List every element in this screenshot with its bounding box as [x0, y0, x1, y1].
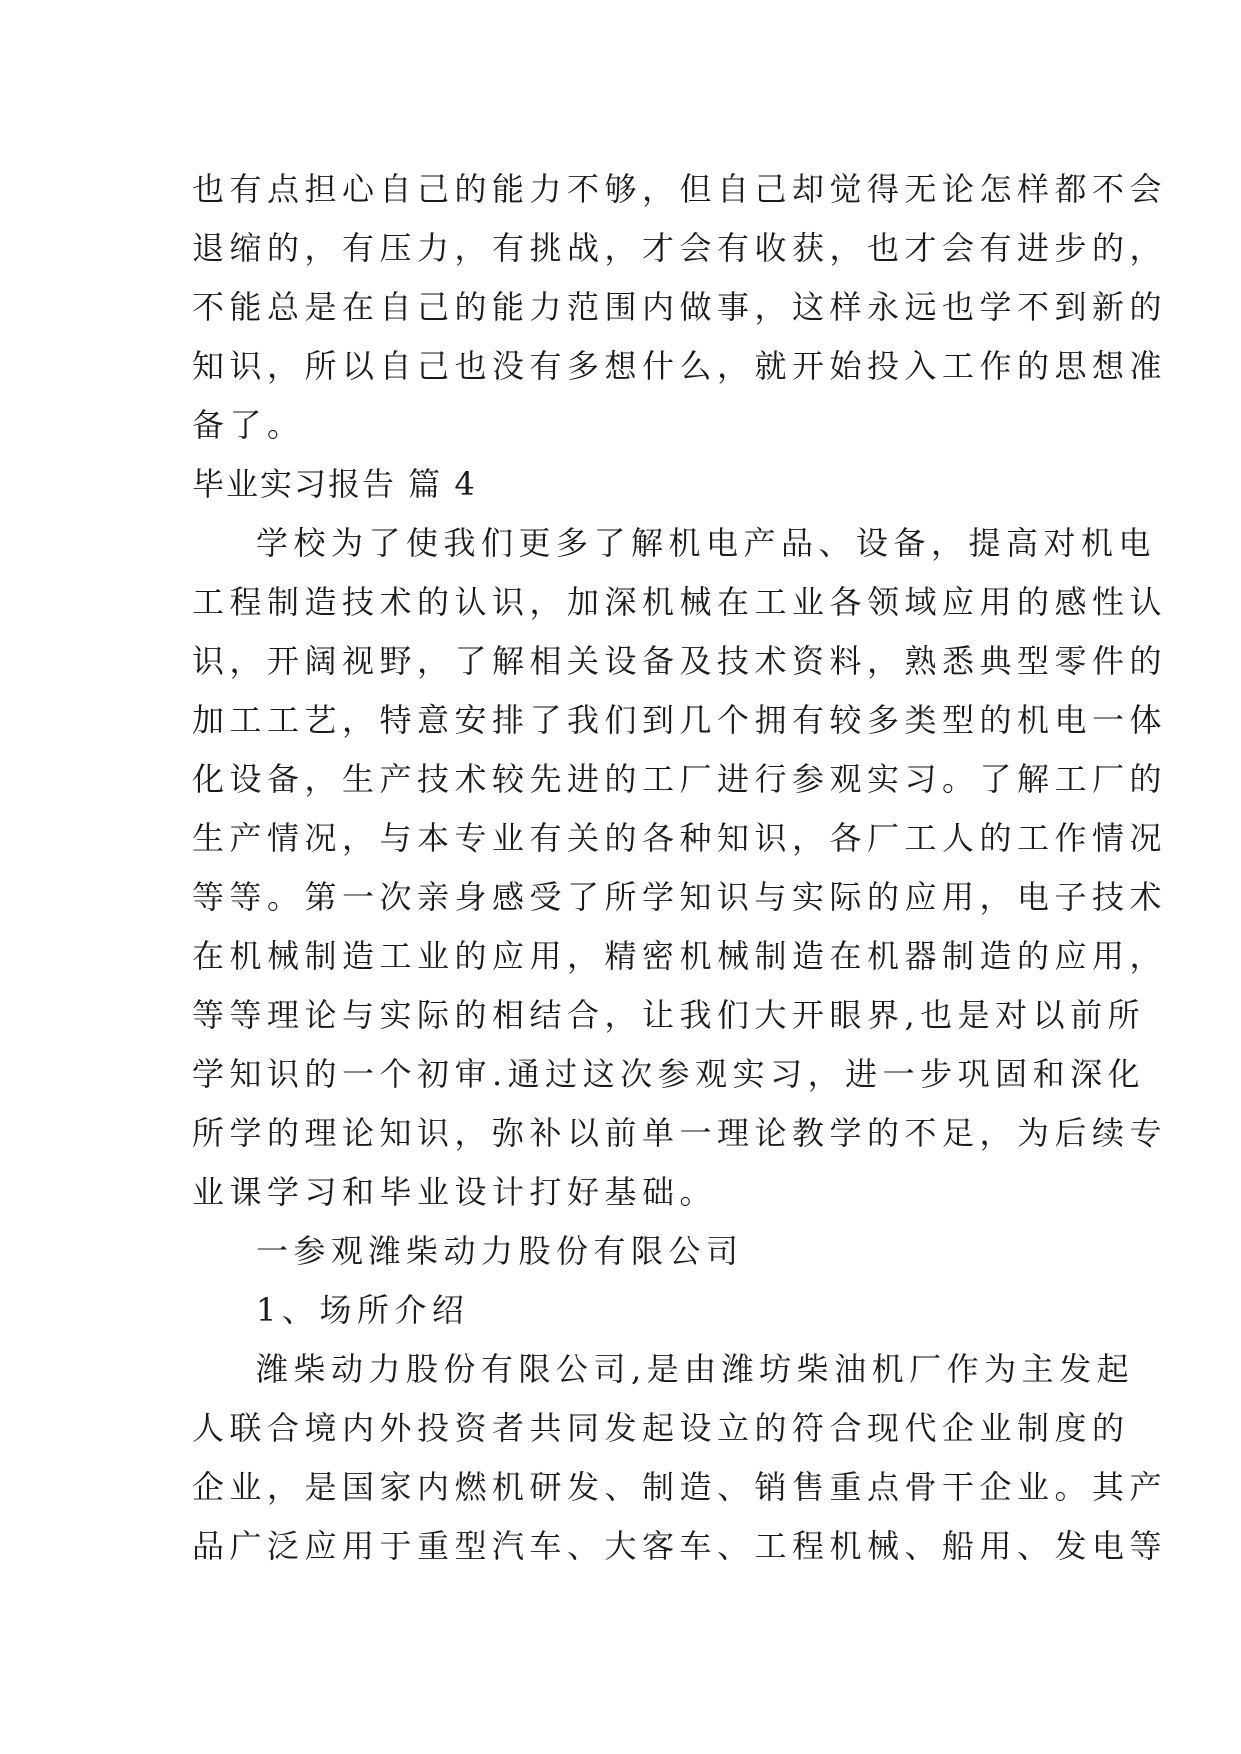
- text-line: 不能总是在自己的能力范围内做事，这样永远也学不到新的: [192, 288, 1168, 326]
- text-line: 在机械制造工业的应用，精密机械制造在机器制造的应用，: [192, 937, 1168, 975]
- text-line: 一参观潍柴动力股份有限公司: [256, 1232, 744, 1270]
- text-line: 工程制造技术的认识，加深机械在工业各领域应用的感性认: [192, 583, 1168, 621]
- text-line: 品广泛应用于重型汽车、大客车、工程机械、船用、发电等: [192, 1527, 1168, 1565]
- text-line: 学知识的一个初审.通过这次参观实习，进一步巩固和深化: [192, 1055, 1146, 1093]
- text-line: 知识，所以自己也没有多想什么，就开始投入工作的思想准: [192, 347, 1168, 385]
- text-line: 等等理论与实际的相结合，让我们大开眼界,也是对以前所: [192, 996, 1146, 1034]
- text-line: 1、场所介绍: [256, 1291, 470, 1329]
- text-line: 加工工艺，特意安排了我们到几个拥有较多类型的机电一体: [192, 701, 1168, 739]
- text-line: 所学的理论知识，弥补以前单一理论教学的不足，为后续专: [192, 1114, 1168, 1152]
- text-line: 等等。第一次亲身感受了所学知识与实际的应用，电子技术: [192, 878, 1168, 916]
- text-line: 退缩的，有压力，有挑战，才会有收获，也才会有进步的，: [192, 229, 1168, 267]
- text-line: 业课学习和毕业设计打好基础。: [192, 1173, 718, 1211]
- text-line: 生产情况，与本专业有关的各种知识，各厂工人的工作情况: [192, 819, 1168, 857]
- text-line: 学校为了使我们更多了解机电产品、设备，提高对机电: [256, 524, 1157, 562]
- document-body: [192, 160, 1168, 1576]
- text-line: 识，开阔视野，了解相关设备及技术资料，熟悉典型零件的: [192, 642, 1168, 680]
- text-line: 人联合境内外投资者共同发起设立的符合现代企业制度的: [192, 1409, 1130, 1447]
- text-line: 企业，是国家内燃机研发、制造、销售重点骨干企业。其产: [192, 1468, 1168, 1506]
- section-heading: 毕业实习报告 篇 4: [192, 465, 477, 503]
- text-line: 备了。: [192, 406, 305, 444]
- text-line: 化设备，生产技术较先进的工厂进行参观实习。了解工厂的: [192, 760, 1168, 798]
- text-line: 也有点担心自己的能力不够，但自己却觉得无论怎样都不会: [192, 170, 1168, 208]
- text-line: 潍柴动力股份有限公司,是由潍坊柴油机厂作为主发起: [256, 1350, 1135, 1388]
